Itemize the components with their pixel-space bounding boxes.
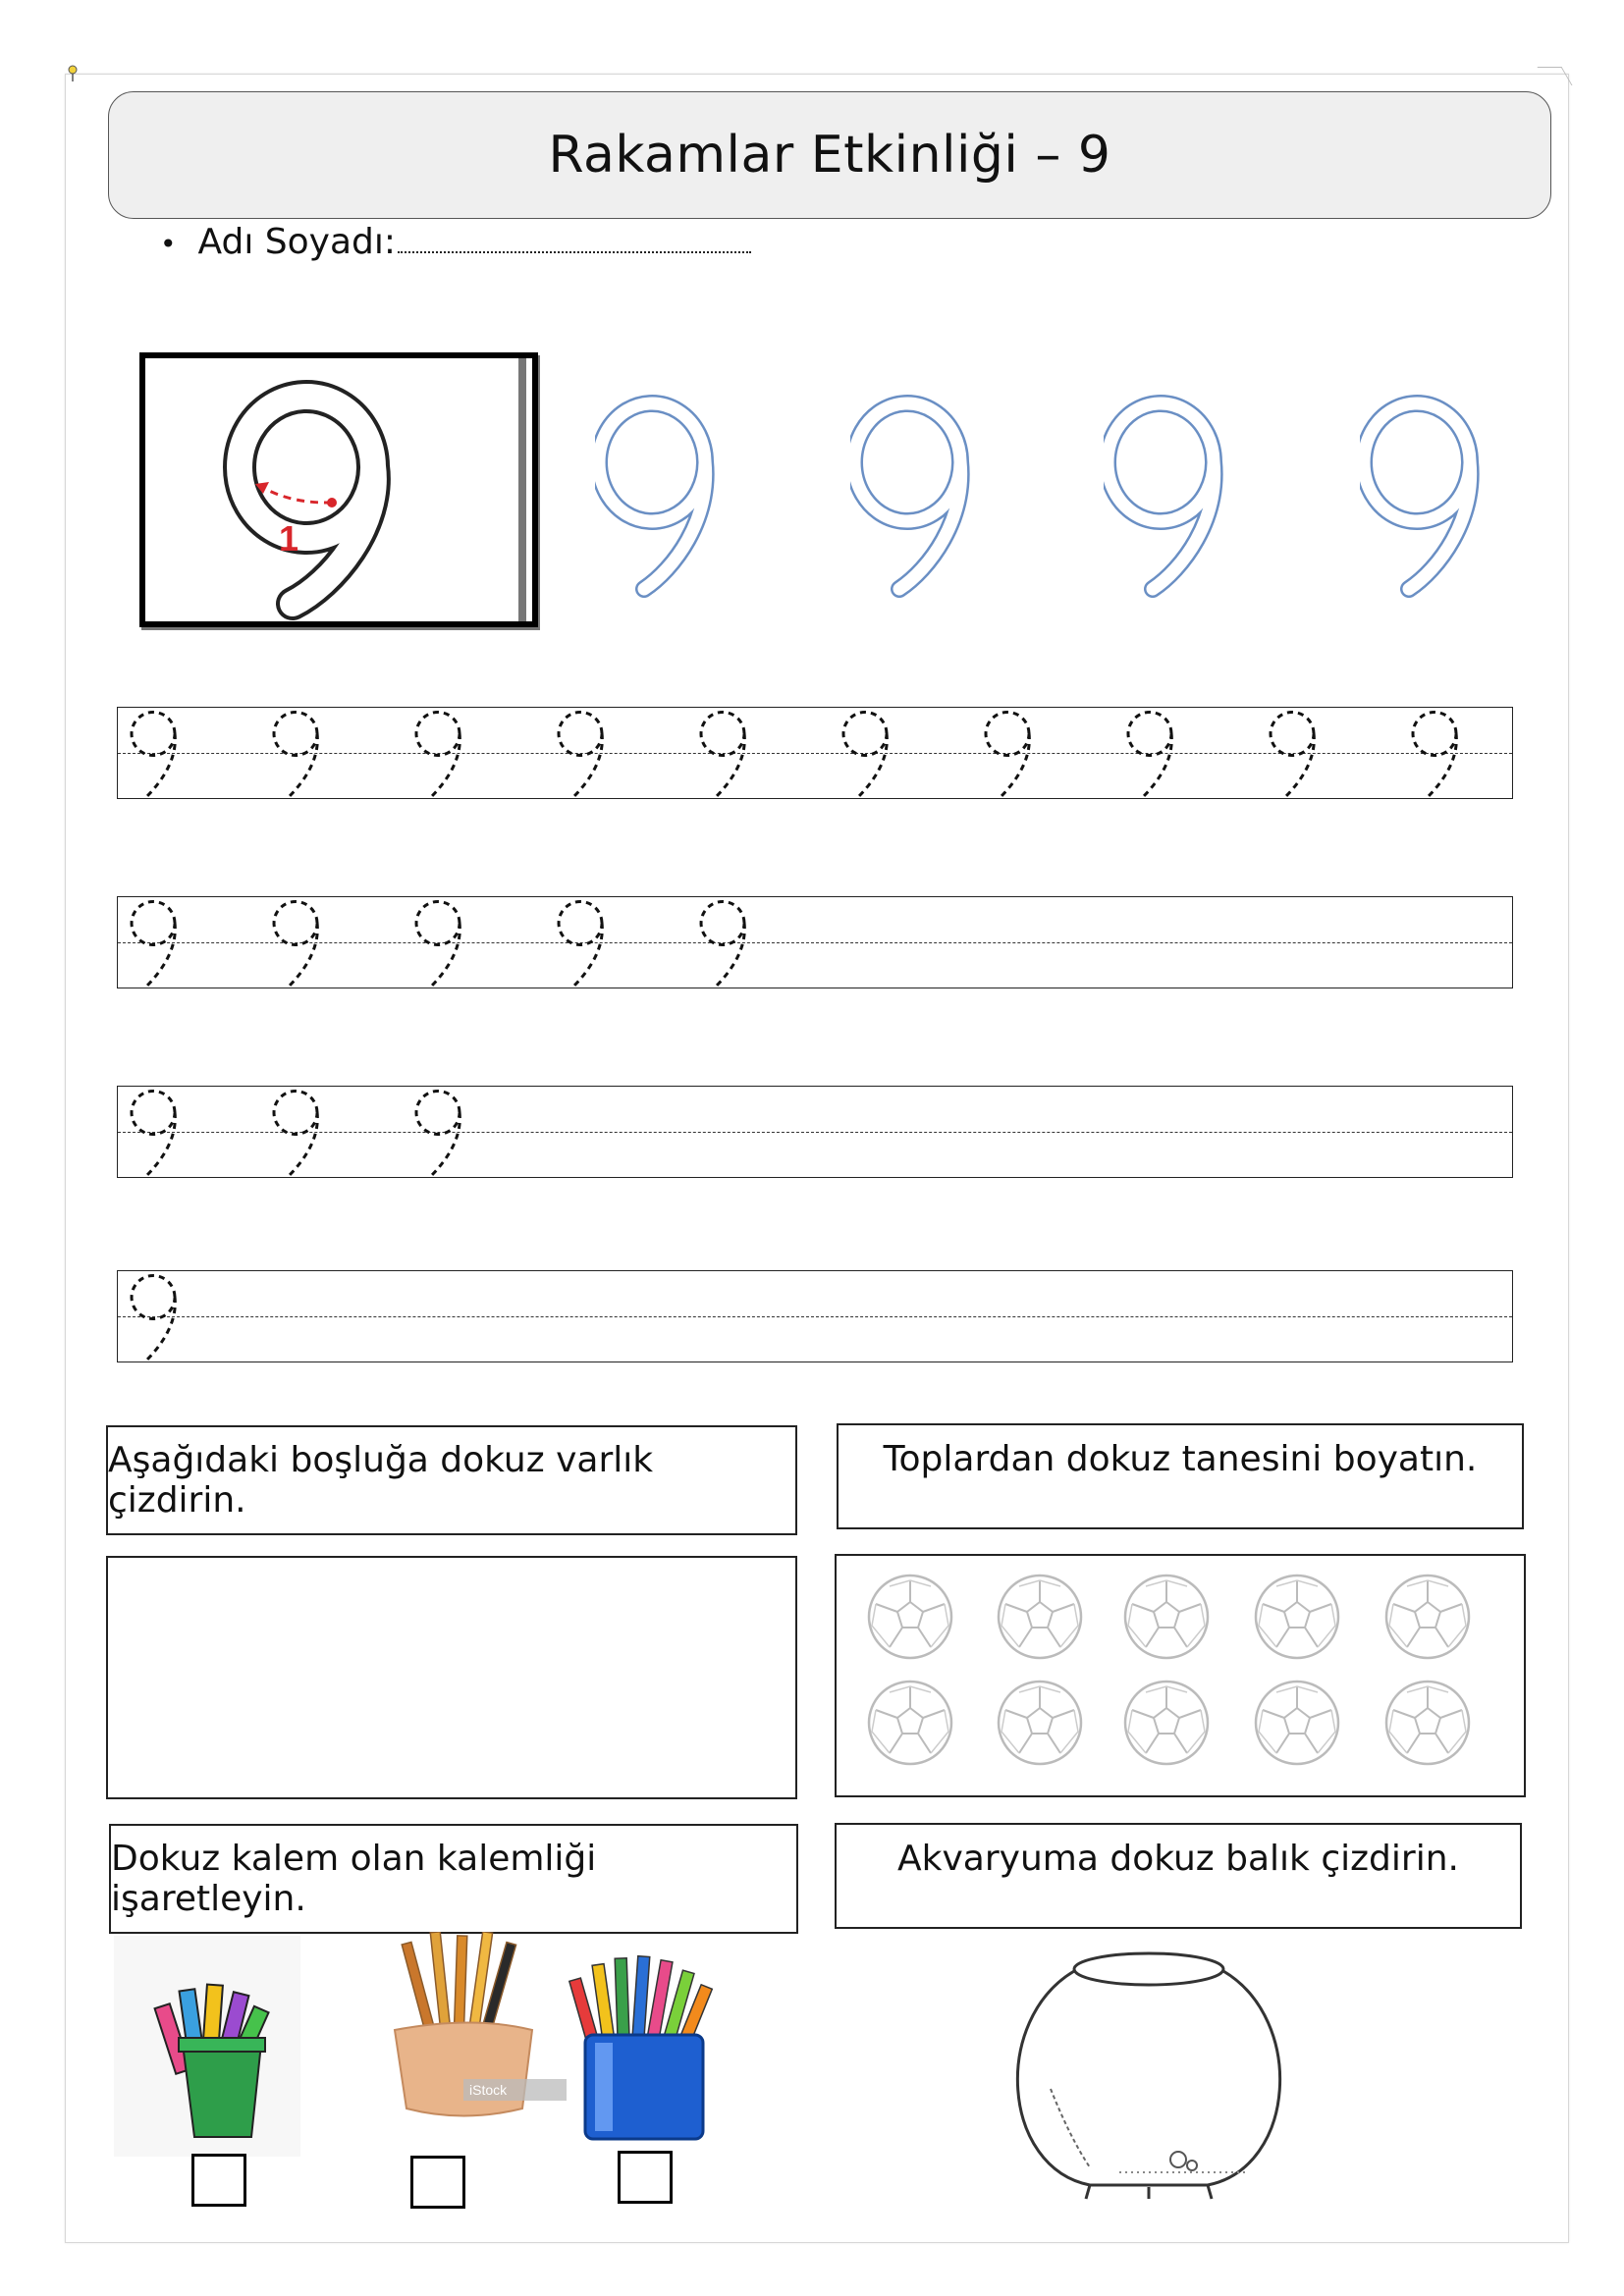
outline-nine-3 <box>1104 373 1241 599</box>
pencil-cup-blue-icon <box>568 1949 720 2145</box>
task-balls-label <box>837 1423 1524 1529</box>
trace-row-2[interactable] <box>117 896 1513 988</box>
soccer-ball-icon[interactable] <box>996 1679 1084 1767</box>
dotted-nine-10 <box>1405 706 1474 800</box>
dotted-nine-3 <box>408 1085 477 1179</box>
drawing-area[interactable] <box>106 1556 797 1799</box>
dotted-nine-1 <box>124 1085 192 1179</box>
dotted-nine-4 <box>551 706 620 800</box>
dotted-nine-3 <box>408 895 477 989</box>
stroke-number: 1 <box>279 518 299 559</box>
dotted-nine-6 <box>836 706 904 800</box>
checkbox-cup-2[interactable] <box>410 2156 465 2209</box>
bullet-icon: • <box>160 228 177 260</box>
dotted-nine-4 <box>551 895 620 989</box>
name-label: Adı Soyadı: <box>197 222 397 262</box>
task-fish-text: Akvaryuma dokuz balık çizdirin. <box>897 1839 1459 1879</box>
dotted-nine-2 <box>266 1085 335 1179</box>
trace-row-1[interactable] <box>117 707 1513 799</box>
task-pencils-text: Dokuz kalem olan kalemliği işaretleyin. <box>111 1839 597 1919</box>
dotted-nine-9 <box>1263 706 1331 800</box>
pencil-cup-clay-icon <box>385 1932 567 2128</box>
model-digit-box <box>139 352 538 627</box>
checkbox-cup-1[interactable] <box>191 2154 246 2207</box>
model-nine-icon <box>145 358 532 621</box>
task-draw-label <box>106 1425 797 1535</box>
dotted-nine-1 <box>124 1269 192 1363</box>
pencil-cup-green-icon <box>114 1936 300 2157</box>
dotted-nine-2 <box>266 895 335 989</box>
dotted-nine-1 <box>124 895 192 989</box>
dotted-nine-1 <box>124 706 192 800</box>
soccer-ball-icon[interactable] <box>1253 1573 1341 1661</box>
dotted-nine-7 <box>978 706 1047 800</box>
soccer-ball-icon[interactable] <box>1122 1679 1211 1767</box>
balls-area <box>835 1554 1526 1797</box>
soccer-ball-icon[interactable] <box>866 1679 954 1767</box>
dotted-nine-5 <box>693 706 762 800</box>
trace-row-4[interactable] <box>117 1270 1513 1362</box>
task-pencils-label <box>109 1824 798 1934</box>
task-draw-text: Aşağıdaki boşluğa dokuz varlık çizdirin. <box>108 1440 654 1521</box>
outline-nine-1 <box>595 373 732 599</box>
watermark-text: iStock <box>469 2082 508 2098</box>
dotted-nine-3 <box>408 706 477 800</box>
soccer-ball-icon[interactable] <box>996 1573 1084 1661</box>
soccer-ball-icon[interactable] <box>1383 1573 1472 1661</box>
checkbox-cup-3[interactable] <box>618 2151 673 2204</box>
dotted-nine-8 <box>1120 706 1189 800</box>
student-name-line <box>160 222 751 262</box>
trace-row-3[interactable] <box>117 1086 1513 1178</box>
task-balls-text: Toplardan dokuz tanesini boyatın. <box>883 1439 1478 1479</box>
outline-nine-2 <box>850 373 988 599</box>
fishbowl-icon[interactable] <box>1011 1942 1286 2207</box>
dotted-nine-2 <box>266 706 335 800</box>
task-fish-label <box>835 1823 1522 1929</box>
outline-nine-4 <box>1360 373 1497 599</box>
dotted-nine-5 <box>693 895 762 989</box>
soccer-ball-icon[interactable] <box>1383 1679 1472 1767</box>
name-input-line[interactable] <box>398 230 751 253</box>
pin-icon <box>67 65 79 82</box>
soccer-ball-icon[interactable] <box>1122 1573 1211 1661</box>
page-title: Rakamlar Etkinliği – 9 <box>548 126 1111 185</box>
soccer-ball-icon[interactable] <box>1253 1679 1341 1767</box>
soccer-ball-icon[interactable] <box>866 1573 954 1661</box>
trace-midline <box>118 1316 1512 1317</box>
title-banner <box>108 91 1551 219</box>
